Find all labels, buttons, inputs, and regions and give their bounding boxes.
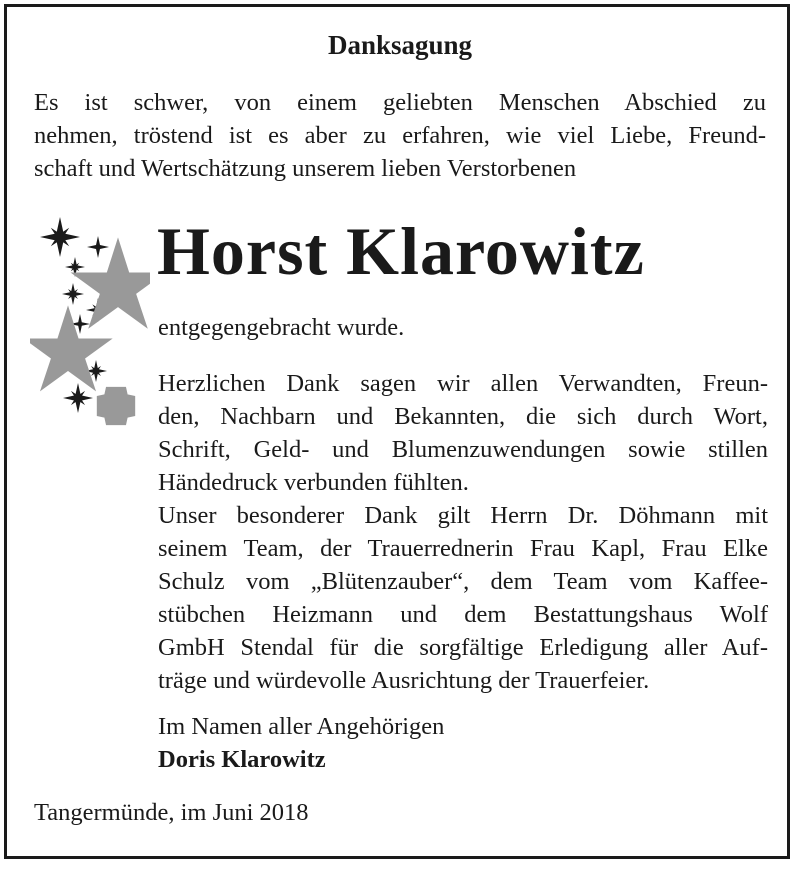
thanks-line: stübchen Heizmann und dem Bestattungshaus Wolf <box>158 601 768 628</box>
stars-icon <box>30 210 150 430</box>
thanks-line: seinem Team, der Trauerrednerin Frau Kapl, Frau Elke <box>158 535 768 562</box>
thanks-line: Händedruck verbunden fühlten. <box>158 469 469 496</box>
thanks-line: Herzlichen Dank sagen wir allen Verwandten, Freun- <box>158 370 768 397</box>
deceased-name: Horst Klarowitz <box>157 213 645 289</box>
signature-intro: Im Namen aller Angehörigen <box>158 713 445 740</box>
notice-title: Danksagung <box>327 30 473 60</box>
intro-line: nehmen, tröstend ist es aber zu erfahren, wie viel Liebe, Freund- <box>34 122 766 149</box>
after-name-text: entgegengebracht wurde. <box>158 314 405 341</box>
thanks-text <box>158 367 768 697</box>
intro-line: Es ist schwer, von einem geliebten Menschen Abschied zu <box>34 89 766 116</box>
thanks-line: den, Nachbarn und Bekannten, die sich durch Wort, <box>158 403 768 430</box>
thanks-line: träge und würdevolle Ausrichtung der Trauerfeier. <box>158 667 650 694</box>
signature <box>158 710 444 776</box>
intro-line: schaft und Wertschätzung unserem lieben Verstorbenen <box>34 155 577 182</box>
place-date: Tangermünde, im Juni 2018 <box>34 799 309 826</box>
thanks-line: Schulz vom „Blütenzauber“, dem Team vom Kaffee- <box>158 568 768 595</box>
thanks-line: Unser besonderer Dank gilt Herrn Dr. Döhmann mit <box>158 502 768 529</box>
signature-name: Doris Klarowitz <box>158 746 326 773</box>
intro-text <box>34 86 766 185</box>
thanks-line: GmbH Stendal für die sorgfältige Erledigung aller Auf- <box>158 634 768 661</box>
thanks-line: Schrift, Geld- und Blumenzuwendungen sowie stillen <box>158 436 768 463</box>
